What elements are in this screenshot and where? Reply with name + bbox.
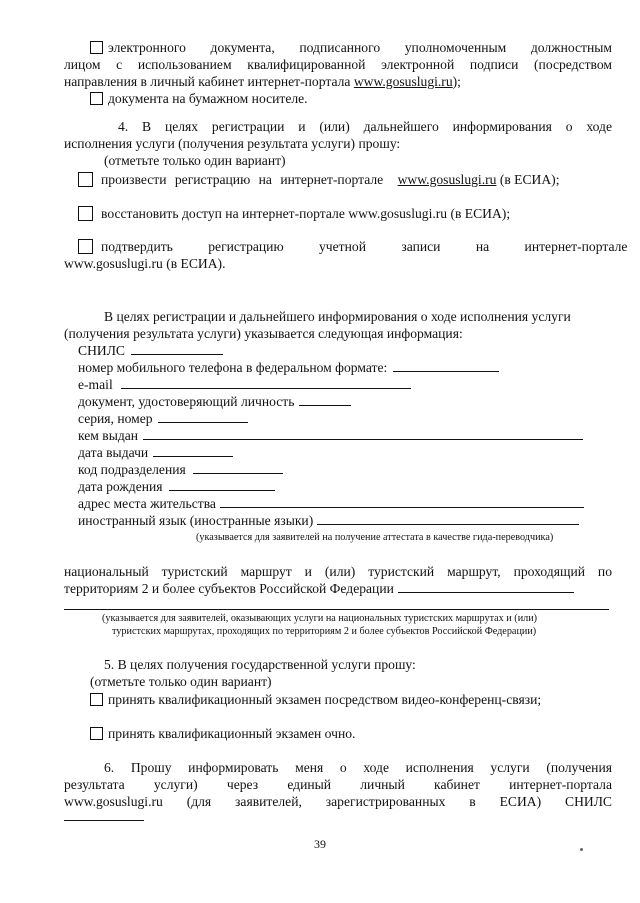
checkbox-restore[interactable] (78, 206, 93, 221)
field-snils: СНИЛС (78, 343, 223, 360)
item5-option-video: принять квалификационный экзамен посредством видео-конференц-связи; (90, 692, 638, 709)
item4-option-register: произвести регистрацию на интернет-портале www.gosuslugi.ru (в ЕСИА); (78, 172, 612, 189)
field-foreign-language: иностранный язык (иностранные языки) (78, 513, 579, 530)
item6-snils-field (64, 809, 612, 826)
language-note: (указывается для заявителей на получение аттестата в качестве гида-переводчика) (196, 532, 554, 543)
checkbox-register[interactable] (78, 172, 93, 187)
checkbox-in-person-exam[interactable] (90, 727, 103, 740)
checkbox-video-exam[interactable] (90, 693, 103, 706)
item4-option-confirm-line1: подтвердить регистрацию учетной записи на интернет-портале (78, 239, 612, 256)
item6-snils-input[interactable] (64, 809, 144, 821)
info-intro-line2: (получения результата услуги) указывается следующая информация: (64, 326, 463, 341)
field-birth-date: дата рождения (78, 479, 275, 496)
item6-line2: результата услуги) через единый личный кабинет интернет-портала (64, 777, 612, 792)
field-address: адрес места жительства (78, 496, 584, 513)
item6-line1: 6. Прошу информировать меня о ходе исполнения услуги (получения (104, 760, 612, 775)
dept-code-input[interactable] (193, 462, 283, 474)
snils-input[interactable] (131, 343, 223, 355)
field-issuer: кем выдан (78, 428, 583, 445)
birth-date-input[interactable] (169, 479, 275, 491)
series-number-input[interactable] (158, 411, 248, 423)
scan-speck (580, 848, 583, 851)
issuer-input[interactable] (143, 428, 583, 440)
electronic-doc-line3: направления в личный кабинет интернет-портала www.gosuslugi.ru); (64, 74, 461, 89)
route-note-line2: туристских маршрутах, проходящих по территориям 2 и более субъектов Российской Федерации) (112, 626, 537, 637)
item5-option-in-person: принять квалификационный экзамен очно. (90, 726, 638, 743)
checkbox-paper-doc[interactable] (90, 92, 103, 105)
address-input[interactable] (220, 496, 584, 508)
item4-note: (отметьте только один вариант) (104, 153, 286, 168)
gosuslugi-link-register[interactable]: www.gosuslugi.ru (397, 172, 497, 187)
electronic-doc-line2: лицом с использованием квалифицированной электронной подписи (посредством (64, 57, 612, 72)
checkbox-confirm[interactable] (78, 239, 93, 254)
field-series-number: серия, номер (78, 411, 248, 428)
phone-input[interactable] (393, 360, 499, 372)
route-input[interactable] (398, 581, 574, 593)
field-email: e-mail (78, 377, 411, 394)
item4-option-restore: восстановить доступ на интернет-портале www.gosuslugi.ru (в ЕСИА); (78, 206, 626, 223)
electronic-doc-line1: электронного документа, подписанного уполномоченным должностным (90, 40, 612, 57)
page-number: 39 (314, 837, 326, 851)
issue-date-input[interactable] (153, 445, 233, 457)
route-input-line2[interactable] (64, 609, 609, 610)
info-intro-line1: В целях регистрации и дальнейшего информирования о ходе исполнения услуги (104, 309, 571, 324)
route-line1: национальный туристский маршрут и (или) туристский маршрут, проходящий по (64, 564, 612, 579)
gosuslugi-link[interactable]: www.gosuslugi.ru (353, 74, 453, 89)
foreign-language-input[interactable] (317, 513, 579, 525)
field-phone: номер мобильного телефона в федеральном формате: (78, 360, 499, 377)
paper-doc-line: документа на бумажном носителе. (90, 91, 638, 108)
item4-heading-line1: 4. В целях регистрации и (или) дальнейшего информирования о ходе (118, 119, 612, 134)
identity-doc-input[interactable] (299, 394, 351, 406)
email-input[interactable] (121, 377, 411, 389)
route-line2: территориям 2 и более субъектов Российской Федерации (64, 581, 612, 598)
field-identity-doc: документ, удостоверяющий личность (78, 394, 351, 411)
route-note-line1: (указывается для заявителей, оказывающих услуги на национальных туристских маршрутах и (или) (102, 613, 538, 624)
item4-heading-line2: исполнения услуги (получения результата услуги) прошу: (64, 136, 401, 151)
checkbox-electronic-doc[interactable] (90, 41, 103, 54)
item5-note: (отметьте только один вариант) (90, 674, 272, 689)
field-issue-date: дата выдачи (78, 445, 233, 462)
item4-option-confirm-line2: www.gosuslugi.ru (в ЕСИА). (64, 256, 226, 271)
field-dept-code: код подразделения (78, 462, 283, 479)
item6-line3: www.gosuslugi.ru (для заявителей, зарегистрированных в ЕСИА) СНИЛС (64, 794, 612, 809)
item5-heading: 5. В целях получения государственной услуги прошу: (104, 657, 416, 672)
